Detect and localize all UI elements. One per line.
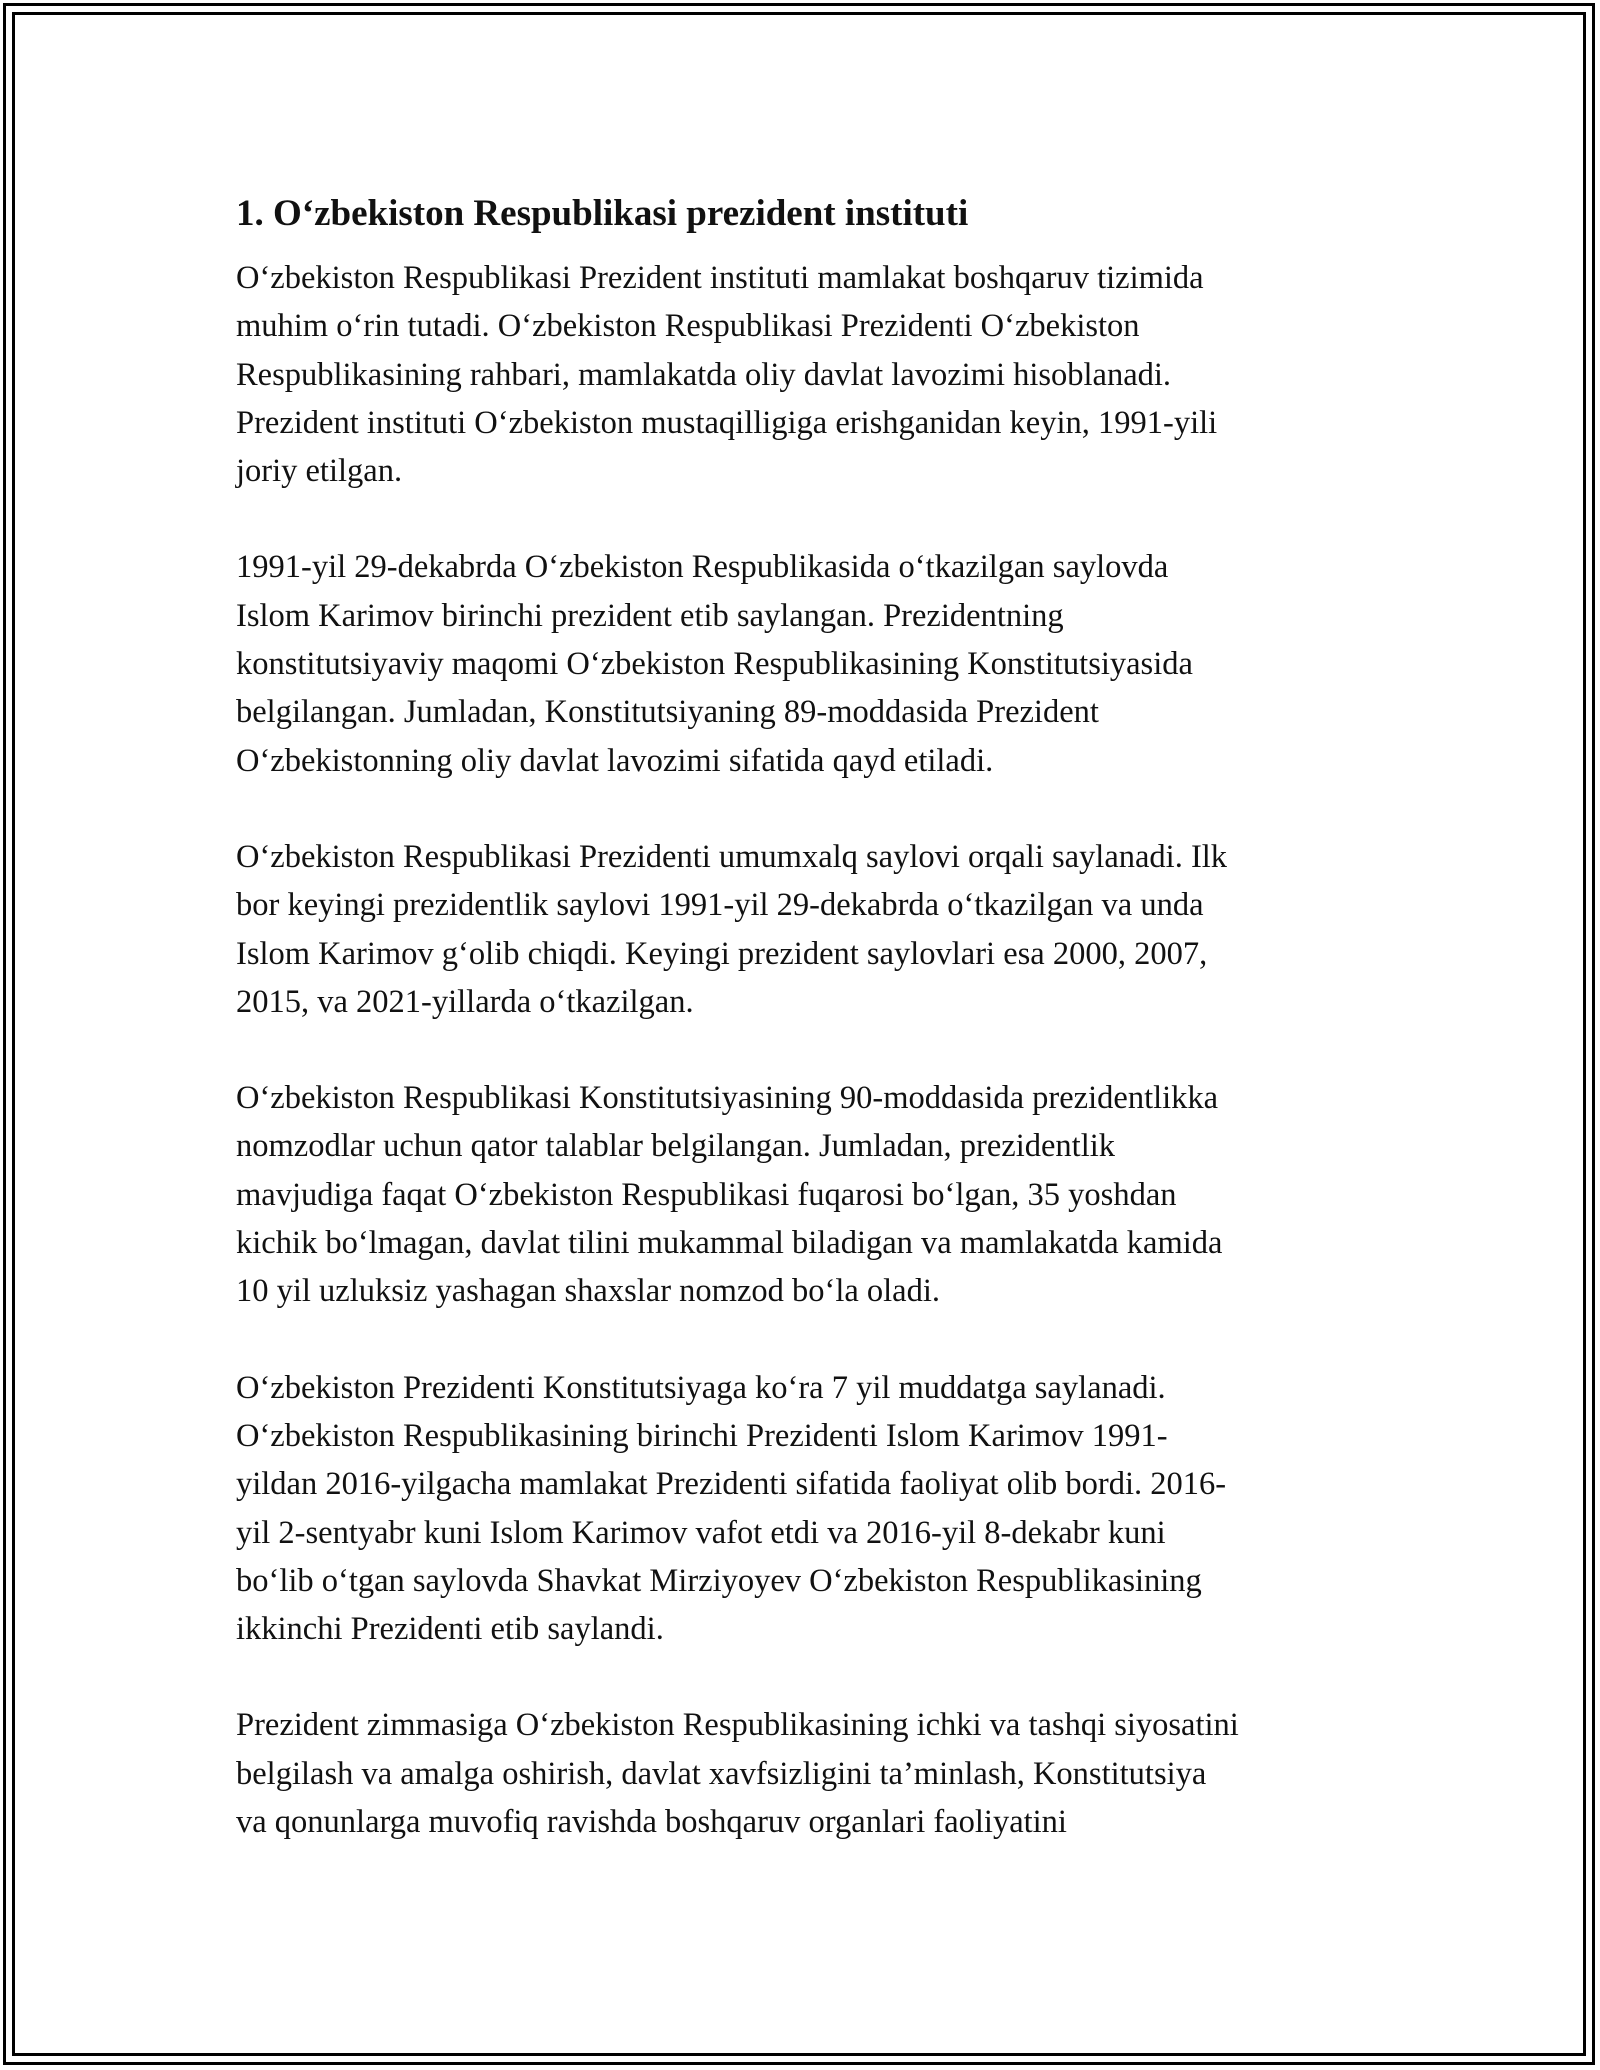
- paragraph: [236, 543, 1376, 784]
- paragraph-line: O‘zbekiston Respublikasi Prezident instituti mamlakat boshqaruv tizimida: [236, 260, 1204, 296]
- paragraph: [236, 833, 1376, 1026]
- paragraph-line: Prezident instituti O‘zbekiston mustaqilligiga erishganidan keyin, 1991-yili: [236, 404, 1218, 441]
- paragraph-line: muhim o‘rin tutadi. O‘zbekiston Respublikasi Prezidenti O‘zbekiston: [236, 308, 1140, 345]
- paragraph-line: nomzodlar uchun qator talablar belgilangan. Jumladan, prezidentlik: [236, 1128, 1116, 1165]
- paragraph-line: ikkinchi Prezidenti etib saylandi.: [236, 1611, 664, 1648]
- paragraph: [236, 254, 1376, 495]
- document-body: [236, 188, 1376, 1894]
- paragraph-line: O‘zbekiston Respublikasining birinchi Prezidenti Islom Karimov 1991-: [236, 1417, 1168, 1454]
- paragraph-line: O‘zbekiston Respublikasi Konstitutsiyasining 90-moddasida prezidentlikka: [236, 1080, 1219, 1117]
- paragraph-line: bo‘lib o‘tgan saylovda Shavkat Mirziyoyev O‘zbekiston Respublikasining: [236, 1562, 1202, 1599]
- paragraph-line: konstitutsiyaviy maqomi O‘zbekiston Respublikasining Konstitutsiyasida: [236, 646, 1193, 683]
- paragraph-line: kichik bo‘lmagan, davlat tilini mukammal biladigan va mamlakatda kamida: [236, 1225, 1223, 1262]
- paragraph: [236, 1364, 1376, 1654]
- paragraph-line: Islom Karimov g‘olib chiqdi. Keyingi prezident saylovlari esa 2000, 2007,: [236, 935, 1208, 972]
- paragraph-line: 10 yil uzluksiz yashagan shaxslar nomzod bo‘la oladi.: [236, 1273, 941, 1310]
- paragraph-line: Prezident zimmasiga O‘zbekiston Respublikasining ichki va tashqi siyosatini: [236, 1707, 1239, 1744]
- paragraph-line: yil 2-sentyabr kuni Islom Karimov vafot etdi va 2016-yil 8-dekabr kuni: [236, 1514, 1166, 1551]
- paragraph-line: Islom Karimov birinchi prezident etib saylangan. Prezidentning: [236, 597, 1064, 634]
- paragraph-line: 1991-yil 29-dekabrda O‘zbekiston Respublikasida o‘tkazilgan saylovda: [236, 549, 1169, 586]
- paragraph-line: yildan 2016-yilgacha mamlakat Prezidenti sifatida faoliyat olib bordi. 2016-: [236, 1466, 1227, 1503]
- paragraph-line: joriy etilgan.: [236, 453, 403, 490]
- paragraph-line: O‘zbekistonning oliy davlat lavozimi sifatida qayd etiladi.: [236, 742, 994, 779]
- paragraph-line: Respublikasining rahbari, mamlakatda oliy davlat lavozimi hisoblanadi.: [236, 356, 1172, 393]
- paragraph-line: bor keyingi prezidentlik saylovi 1991-yil 29-dekabrda o‘tkazilgan va unda: [236, 887, 1204, 924]
- paragraph-line: va qonunlarga muvofiq ravishda boshqaruv organlari faoliyatini: [236, 1804, 1067, 1841]
- paragraph-line: belgilangan. Jumladan, Konstitutsiyaning 89-moddasida Prezident: [236, 694, 1099, 731]
- paragraph-line: mavjudiga faqat O‘zbekiston Respublikasi fuqarosi bo‘lgan, 35 yoshdan: [236, 1176, 1177, 1213]
- paragraph: [236, 1701, 1376, 1846]
- paragraph-list: [236, 254, 1376, 1846]
- paragraph-line: O‘zbekiston Respublikasi Prezidenti umumxalq saylovi orqali saylanadi. Ilk: [236, 838, 1228, 875]
- paragraph-line: 2015, va 2021-yillarda o‘tkazilgan.: [236, 983, 694, 1020]
- section-heading: 1. O‘zbekiston Respublikasi prezident instituti: [236, 193, 969, 234]
- paragraph-line: O‘zbekiston Prezidenti Konstitutsiyaga ko‘ra 7 yil muddatga saylanadi.: [236, 1369, 1166, 1406]
- paragraph-line: belgilash va amalga oshirish, davlat xavfsizligini ta’minlash, Konstitutsiya: [236, 1755, 1207, 1792]
- paragraph: [236, 1074, 1376, 1315]
